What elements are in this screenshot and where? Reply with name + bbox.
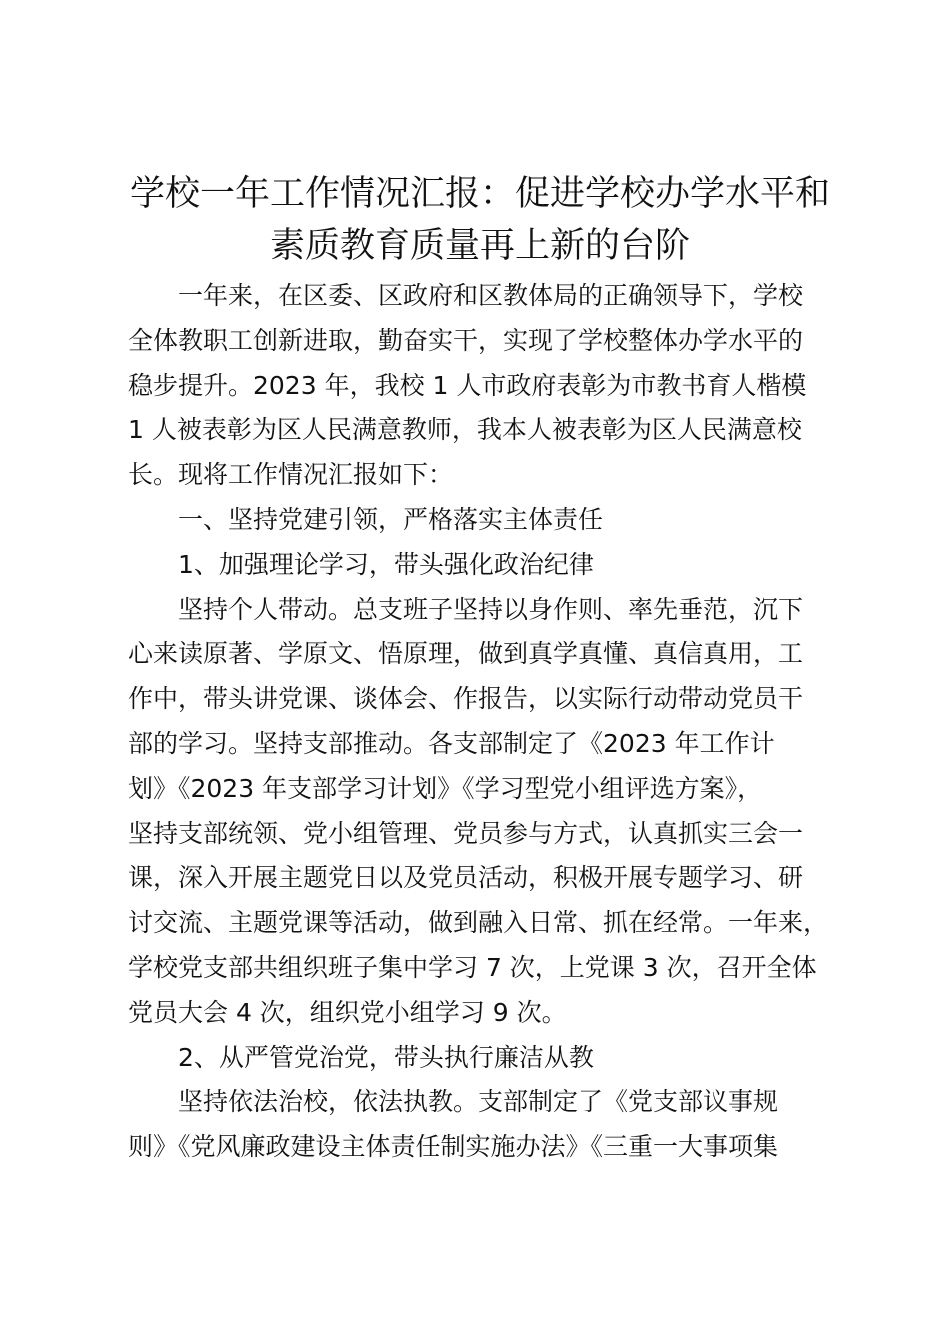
- paragraph-line: 课，深入开展主题党日以及党员活动，积极开展专题学习、研: [128, 863, 804, 893]
- section-heading: 一、坚持党建引领，严格落实主体责任: [178, 504, 604, 534]
- paragraph-line: 全体教职工创新进取，勤奋实干，实现了学校整体办学水平的: [128, 325, 804, 355]
- paragraph-line: 讨交流、主题党课等活动，做到融入日常、抓在经常。一年来，: [128, 908, 829, 938]
- paragraph-line: 坚持支部统领、党小组管理、党员参与方式，认真抓实三会一: [128, 818, 804, 848]
- paragraph-line: 一年来，在区委、区政府和区教体局的正确领导下，学校: [178, 281, 804, 310]
- paragraph-line: 1 人被表彰为区人民满意教师，我本人被表彰为区人民满意校: [128, 415, 802, 445]
- document-body: [128, 274, 868, 1170]
- subsection-heading: 2、从严管党治党，带头执行廉洁从教: [178, 1042, 594, 1072]
- paragraph-line: 部的学习。坚持支部推动。各支部制定了《2023 年工作计: [128, 728, 775, 758]
- paragraph-line: 坚持个人带动。总支班子坚持以身作则、率先垂范，沉下: [178, 594, 804, 624]
- paragraph-line: 长。现将工作情况汇报如下：: [128, 460, 454, 490]
- paragraph-line: 学校党支部共组织班子集中学习 7 次，上党课 3 次，召开全体: [128, 952, 817, 982]
- paragraph-line: 则》《党风廉政建设主体责任制实施办法》《三重一大事项集: [128, 1132, 779, 1162]
- title-line-1: 学校一年工作情况汇报：促进学校办学水平和: [129, 174, 830, 214]
- paragraph-line: 坚持依法治校，依法执教。支部制定了《党支部议事规: [178, 1087, 779, 1117]
- paragraph-line: 心来读原著、学原文、悟原理，做到真学真懂、真信真用，工: [128, 639, 804, 669]
- paragraph-line: 党员大会 4 次，组织党小组学习 9 次。: [128, 997, 567, 1027]
- paragraph-line: 划》《2023 年支部学习计划》《学习型党小组评选方案》，: [128, 773, 763, 803]
- document-title: [110, 168, 850, 272]
- title-line-2: 素质教育质量再上新的台阶: [269, 226, 690, 266]
- paragraph-line: 作中，带头讲党课、谈体会、作报告，以实际行动带动党员干: [128, 684, 804, 714]
- subsection-heading: 1、加强理论学习，带头强化政治纪律: [178, 549, 594, 579]
- paragraph-line: 稳步提升。2023 年，我校 1 人市政府表彰为市教书育人楷模: [128, 370, 807, 400]
